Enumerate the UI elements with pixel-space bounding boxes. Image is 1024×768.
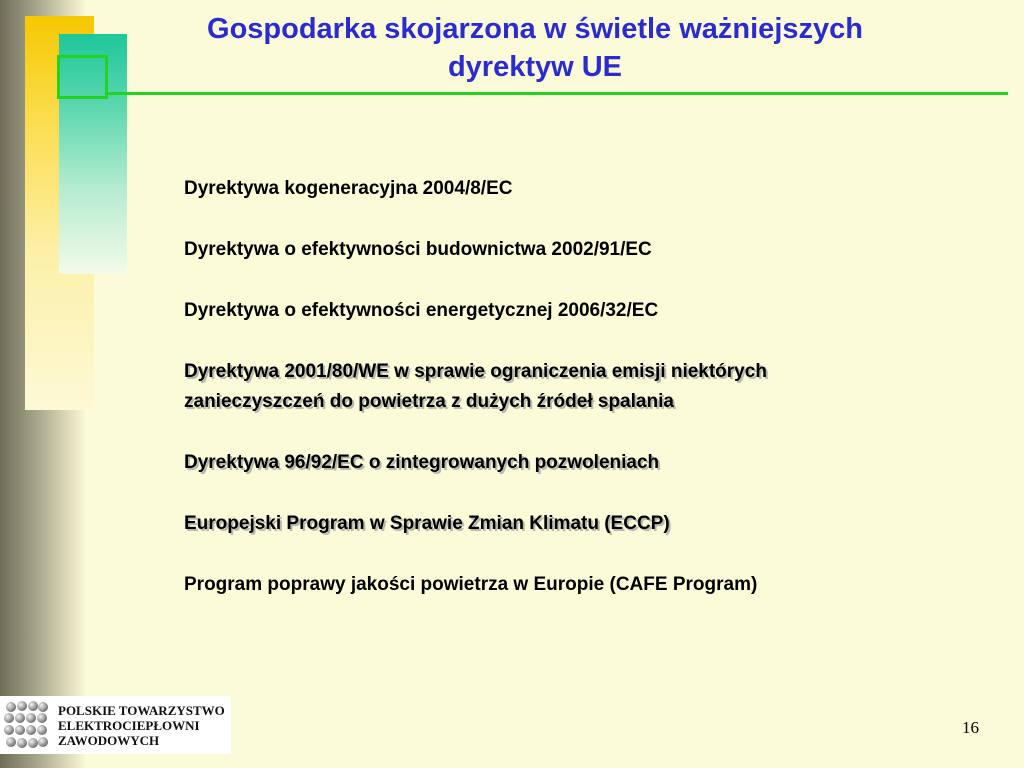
organization-logo — [0, 696, 231, 754]
directive-list — [184, 174, 984, 631]
list-item-text: Dyrektywa kogeneracyjna 2004/8/EC — [184, 178, 513, 199]
list-item-text: Dyrektywa 96/92/EC o zintegrowanych pozwoleniach — [184, 452, 660, 473]
title-underline — [105, 92, 1008, 95]
page-number: 16 — [962, 718, 979, 737]
slide-title — [130, 10, 940, 86]
logo-text — [58, 703, 233, 748]
list-item — [184, 296, 984, 326]
logo-text-line-2: ELEKTROCIEPŁOWNI — [58, 718, 200, 733]
list-item — [184, 235, 984, 265]
list-item-text: zanieczyszczeń do powietrza z dużych źródeł spalania — [184, 391, 674, 412]
list-item-text: Dyrektywa 2001/80/WE w sprawie ograniczenia emisji niektórych — [184, 361, 767, 382]
green-outline-square — [57, 55, 108, 99]
slide-title-line-1: Gospodarka skojarzona w świetle ważniejszych — [207, 13, 863, 45]
list-item-text: Europejski Program w Sprawie Zmian Klimatu (ECCP) — [184, 513, 670, 534]
list-item-text: Dyrektywa o efektywności energetycznej 2006/32/EC — [184, 300, 659, 321]
list-item-text: Dyrektywa o efektywności budownictwa 2002/91/EC — [184, 239, 652, 260]
logo-text-line-1: POLSKIE TOWARZYSTWO — [58, 703, 225, 718]
list-item — [184, 174, 984, 204]
list-item-text: Program poprawy jakości powietrza w Europie (CAFE Program) — [184, 574, 758, 595]
list-item — [184, 509, 984, 539]
logo-text-line-3: ZAWODOWYCH — [58, 733, 160, 748]
slide-title-line-2: dyrektyw UE — [447, 51, 623, 83]
logo-dots-icon — [4, 700, 50, 750]
list-item — [184, 570, 984, 600]
list-item — [184, 448, 984, 478]
list-item — [184, 357, 984, 417]
